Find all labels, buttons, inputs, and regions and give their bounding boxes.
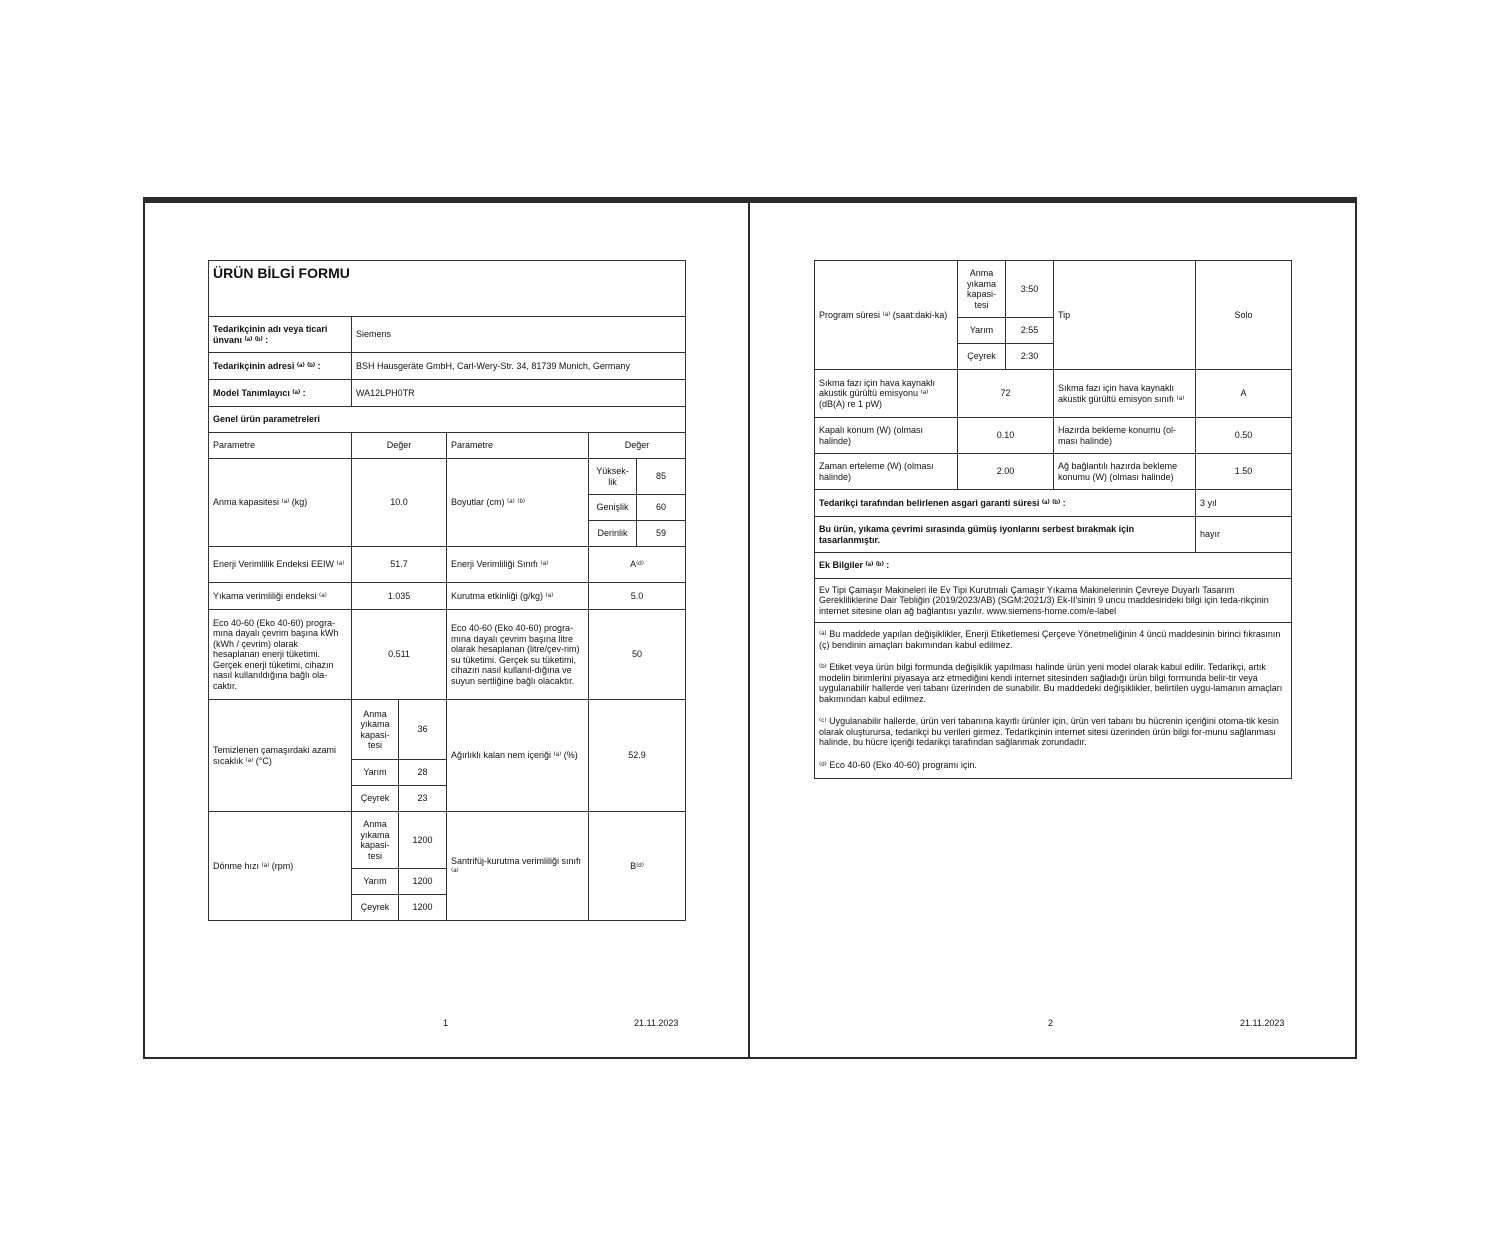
supplier-address-label: Tedarikçinin adresi ⁽ᵃ⁾ ⁽ᵇ⁾ : <box>209 353 352 380</box>
footnote-d: ⁽ᵈ⁾ Eco 40-60 (Eko 40-60) programı için. <box>819 759 977 770</box>
warranty-value: 3 yıl <box>1196 490 1292 517</box>
half-sublabel: Yarım <box>352 869 399 895</box>
quarter-sublabel: Çeyrek <box>352 786 399 812</box>
rinsing-effectiveness-label: Kurutma etkinliği (g/kg) ⁽ᵃ⁾ <box>447 583 589 610</box>
product-info-table-continued <box>814 260 1292 779</box>
param-header: Parametre <box>447 433 589 459</box>
noise-emission-value: 72 <box>958 370 1054 418</box>
extra-info-heading: Ek Bilgiler ⁽ᵃ⁾ ⁽ᵇ⁾ : <box>815 553 1292 579</box>
energy-consumption-label: Eco 40-60 (Eko 40-60) progra-mına dayalı çevrim başına kWh (kWh / çevrim) olarak hesaplanan enerji tüketimi. Gerçek enerji tüketimi, cihazın nasıl kullanıldığına bağlı ola-caktır. <box>209 610 352 700</box>
supplier-name: Siemens <box>352 317 686 353</box>
noise-class-label: Sıkma fazı için hava kaynaklı akustik gürültü emisyon sınıfı ⁽ᵃ⁾ <box>1054 370 1196 418</box>
duration-half-value: 2:55 <box>1006 318 1054 344</box>
half-sublabel: Yarım <box>352 760 399 786</box>
delay-start-label: Zaman erteleme (W) (olması halinde) <box>815 454 958 490</box>
page-date: 21.11.2023 <box>1240 1018 1285 1028</box>
temp-quarter-value: 23 <box>399 786 447 812</box>
half-sublabel: Yarım <box>958 318 1006 344</box>
page-divider <box>748 203 750 1059</box>
washing-efficiency-value: 1.035 <box>352 583 447 610</box>
depth-value: 59 <box>637 521 686 547</box>
value-header: Değer <box>352 433 447 459</box>
extra-info-text: Ev Tipi Çamaşır Makineleri ile Ev Tipi Kurutmalı Çamaşır Yıkama Makinelerinin Çevreye Duyarlı Tasarım Gerekliliklerine Dair Tebliğin (2019/2023/AB) (SGM:2021/3) Ek-II'sinin 9 uncu maddesindeki bilgi için teda-rikçinin internet sitesine olan ağ bağlantısı yazılır. www.siemens-home.com/e-label <box>815 579 1292 623</box>
energy-class-value: A⁽ᵈ⁾ <box>589 547 686 583</box>
spin-speed-label: Dönme hızı ⁽ᵃ⁾ (rpm) <box>209 812 352 921</box>
warranty-label: Tedarikçi tarafından belirlenen asgari garanti süresi ⁽ᵃ⁾ ⁽ᵇ⁾ : <box>815 490 1196 517</box>
energy-consumption-value: 0.511 <box>352 610 447 700</box>
off-mode-label: Kapalı konum (W) (olması halinde) <box>815 418 958 454</box>
max-temperature-label: Temizlenen çamaşırdaki azami sıcaklık ⁽ᵃ⁾ (°C) <box>209 700 352 812</box>
standby-label: Hazırda bekleme konumu (ol-ması halinde) <box>1054 418 1196 454</box>
param-header: Parametre <box>209 433 352 459</box>
noise-emission-label: Sıkma fazı için hava kaynaklı akustik gürültü emisyonu ⁽ᵃ⁾ (dB(A) re 1 pW) <box>815 370 958 418</box>
width-value: 60 <box>637 495 686 521</box>
duration-rated-value: 3:50 <box>1006 261 1054 318</box>
temp-rated-value: 36 <box>399 700 447 760</box>
network-standby-label: Ağ bağlantılı hazırda bekleme konumu (W) (olması halinde) <box>1054 454 1196 490</box>
rated-capacity-sublabel: Anma yıkama kapasi-tesi <box>352 812 399 869</box>
spin-class-label: Santrifüj-kurutma verimliliği sınıfı ⁽ᵃ⁾ <box>447 812 589 921</box>
model-label: Model Tanımlayıcı ⁽ᵃ⁾ : <box>209 380 352 407</box>
supplier-address: BSH Hausgeräte GmbH, Carl-Wery-Str. 34, 81739 Munich, Germany <box>352 353 686 380</box>
duration-quarter-value: 2:30 <box>1006 344 1054 370</box>
footnotes <box>815 623 1292 779</box>
footnote-b: ⁽ᵇ⁾ Etiket veya ürün bilgi formunda değişiklik yapılması halinde ürün yeni model olarak kabul edilir. Tedarikçi, artık modelin birimlerini piyasaya arz etmediğini kendi internet sitesinden sağladığı ürün bilgi formunda belir-tir veya uygulanabilir hallerde veri tabanı üzerinden de sunabilir. Bu maddedeki değişiklikler, belirtilen uygu-lamanın amaçları bakımından kabul edilmez. <box>819 662 1283 704</box>
delay-start-value: 2.00 <box>958 454 1054 490</box>
standby-value: 0.50 <box>1196 418 1292 454</box>
page-number: 2 <box>1048 1018 1054 1028</box>
height-value: 85 <box>637 459 686 495</box>
model-identifier: WA12LPH0TR <box>352 380 686 407</box>
off-mode-value: 0.10 <box>958 418 1054 454</box>
eei-label: Enerji Verimlilik Endeksi EEIW ⁽ᵃ⁾ <box>209 547 352 583</box>
program-duration-label: Program süresi ⁽ᵃ⁾ (saat:daki-ka) <box>815 261 958 370</box>
moisture-value: 52.9 <box>589 700 686 812</box>
rated-capacity-label: Anma kapasitesi ⁽ᵃ⁾ (kg) <box>209 459 352 547</box>
moisture-label: Ağırlıklı kalan nem içeriği ⁽ᵃ⁾ (%) <box>447 700 589 812</box>
supplier-name-label: Tedarikçinin adı veya ticari ünvanı ⁽ᵃ⁾ ⁽ᵇ⁾ : <box>209 317 352 353</box>
width-label: Genişlik <box>589 495 637 521</box>
water-consumption-label: Eco 40-60 (Eko 40-60) progra-mına dayalı çevrim başına litre olarak hesaplanan (litre/çev-rim) su tüketimi. Gerçek su tüketimi, cihazın nasıl kullanıl-dığına ve suyun sertliğine bağlı olacaktır. <box>447 610 589 700</box>
eei-value: 51.7 <box>352 547 447 583</box>
spin-rated-value: 1200 <box>399 812 447 869</box>
page-date: 21.11.2023 <box>634 1018 679 1028</box>
quarter-sublabel: Çeyrek <box>958 344 1006 370</box>
depth-label: Derinlik <box>589 521 637 547</box>
value-header: Değer <box>589 433 686 459</box>
rinsing-effectiveness-value: 5.0 <box>589 583 686 610</box>
washing-efficiency-label: Yıkama verimliliği endeksi ⁽ᵃ⁾ <box>209 583 352 610</box>
temp-half-value: 28 <box>399 760 447 786</box>
rated-capacity-value: 10.0 <box>352 459 447 547</box>
noise-class-value: A <box>1196 370 1292 418</box>
type-label: Tip <box>1054 261 1196 370</box>
spin-quarter-value: 1200 <box>399 895 447 921</box>
rated-capacity-sublabel: Anma yıkama kapasi-tesi <box>958 261 1006 318</box>
silver-ions-value: hayır <box>1196 517 1292 553</box>
silver-ions-label: Bu ürün, yıkama çevrimi sırasında gümüş iyonlarını serbest bırakmak için tasarlanmıştır. <box>815 517 1196 553</box>
footnote-a: ⁽ᵃ⁾ Bu maddede yapılan değişiklikler, Enerji Etiketlemesi Çerçeve Yönetmeliğinin 4 üncü maddesinin birinci fıkrasının (ç) bendinin amaçları bakımından kabul edilmez. <box>819 629 1281 650</box>
page-number: 1 <box>443 1018 449 1028</box>
form-title: ÜRÜN BİLGİ FORMU <box>209 261 686 317</box>
quarter-sublabel: Çeyrek <box>352 895 399 921</box>
height-label: Yüksek-lik <box>589 459 637 495</box>
type-value: Solo <box>1196 261 1292 370</box>
energy-class-label: Enerji Verimliliği Sınıfı ⁽ᵃ⁾ <box>447 547 589 583</box>
rated-capacity-sublabel: Anma yıkama kapasi-tesi <box>352 700 399 760</box>
spin-half-value: 1200 <box>399 869 447 895</box>
water-consumption-value: 50 <box>589 610 686 700</box>
product-info-table <box>208 260 686 921</box>
network-standby-value: 1.50 <box>1196 454 1292 490</box>
spin-class-value: B⁽ᵈ⁾ <box>589 812 686 921</box>
footnote-c: ⁽ᶜ⁾ Uygulanabilir hallerde, ürün veri tabanına kayıtlı ürünler için, ürün veri tabanı bu hücrenin içeriğini otoma-tik kesin olarak oluşturursa, tedarikçi bu verileri girmez. Tedarikçinin internet sitesi üzerinden ürün bilgi for-munu sağlanması halinde, bu hücre içeriği tedarikçi tarafından sağlanmak zorundadır. <box>819 716 1279 747</box>
general-params-heading: Genel ürün parametreleri <box>209 407 686 433</box>
dimensions-label: Boyutlar (cm) ⁽ᵃ⁾ ⁽ᵇ⁾ <box>447 459 589 547</box>
